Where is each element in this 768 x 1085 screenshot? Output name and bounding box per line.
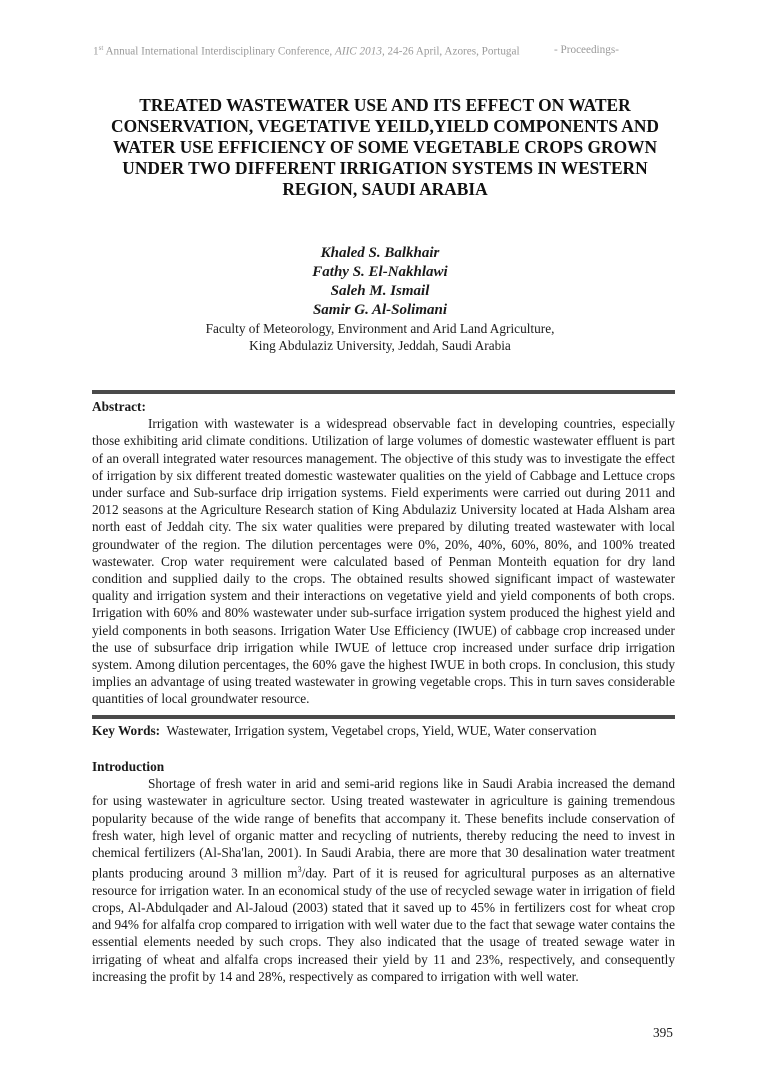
author-name: Saleh M. Ismail [330, 283, 430, 299]
introduction-section [92, 758, 675, 985]
author-block [150, 244, 610, 354]
intro-text-part-2: /day. Part of it is reused for agricultural purposes as an alternative resource for irrigation water. In an economical study of the use of recycled sewage water in irrigation of field crops, Al-Abdulqader and Al-Jaloud (2003) stated that it saved up to 45% in fertilizers cost for wheat crop and 94% for alfalfa crop compared to irrigation with well water due to the fact that sewage water contains the essential elements needed by such crops. They also indicated that the usage of treated sewage water in irrigating of wheat and alfalfa crops increased their yield by 11 and 23%, respectively, and consequently increasing the profit by 14 and 28%, respectively as compared to irrigation with well water. [92, 865, 675, 984]
keywords [92, 723, 675, 739]
header-conf-abbrev: AIIC 2013 [335, 45, 382, 58]
author-name: Khaled S. Balkhair [320, 245, 440, 261]
affiliation-line-2: King Abdulaziz University, Jeddah, Saudi Arabia [249, 338, 511, 353]
running-header [93, 44, 693, 58]
author-name: Fathy S. El-Nakhlawi [312, 264, 448, 280]
abstract-heading: Abstract: [92, 399, 146, 414]
keywords-text: Wastewater, Irrigation system, Vegetabel crops, Yield, WUE, Water conservation [166, 723, 597, 738]
intro-text-part-1: Shortage of fresh water in arid and semi-arid regions like in Saudi Arabia increased the demand for using wastewater in agriculture sector. Using treated wastewater in agriculture is gaining tremendous popularity because of the wide range of benefits that accompany it. These benefits include conservation of fresh water, high level of organic matter and recycling of nutrients, thereby reducing the need to invest in chemical fertilizers (Al-Sha'lan, 2001). In Saudi Arabia, there are more that 30 desalination water treatment plants producing around 3 million m [92, 776, 675, 881]
introduction-heading: Introduction [92, 759, 165, 774]
page-number: 395 [653, 1025, 673, 1040]
author-name: Samir G. Al-Solimani [312, 302, 448, 318]
unit-exponent: 3 [297, 865, 302, 875]
header-text-after: , 24-26 April, Azores, Portugal [381, 45, 520, 58]
affiliation-line-1: Faculty of Meteorology, Environment and Arid Land Agriculture, [205, 321, 555, 336]
abstract-text: Irrigation with wastewater is a widespread observable fact in developing countries, especially those exhibiting arid climate conditions. Utilization of large volumes of domestic wastewater effluent is part of an overall integrated water resources management. The objective of this study was to investigate the effect of irrigation by six different treated domestic wastewater qualities on the yield of Cabbage and Lettuce crops under surface and Sub-surface drip irrigation systems. Field experiments were carried out during 2011 and 2012 seasons at the Agriculture Research station of King Abdulaziz University located at Hada Alsham area north east of Jeddah city. The six water qualities were prepared by diluting treated wastewater with local groundwater of the region. The dilution percentages were 0%, 20%, 40%, 60%, 80%, and 100% treated wastewater. Crop water requirement were calculated based of Penman Monteith equation for dry land condition and supplied daily to the crops. The obtained results showed significant impact of wastewater quality and irrigation system and their interactions on vegetative yield and yield components of both crops. Irrigation with 60% and 80% wastewater under sub-surface irrigation system produced the highest yield and yield components in both seasons. Irrigation Water Use Efficiency (IWUE) of cabbage crop increased under the use of subsurface drip irrigation while IWUE of lettuce crop increased under surface drip irrigation system. Among dilution percentages, the 60% gave the highest IWUE in both crops. In conclusion, this study implies an advantage of using treated wastewater in growing vegetable crops. This in turn saves considerable quantities of local groundwater resource. [92, 416, 675, 707]
header-text-before: Annual International Interdisciplinary Conference, [103, 45, 336, 58]
abstract-section [92, 398, 675, 708]
keywords-label: Key Words: [92, 723, 161, 738]
paper-title: TREATED WASTEWATER USE AND ITS EFFECT ON WATER CONSERVATION, VEGETATIVE YEILD,YIELD COMPONENTS AND WATER USE EFFICIENCY OF SOME VEGETABLE CROPS GROWN UNDER TWO DIFFERENT IRRIGATION SYSTEMS IN WESTERN REGION, SAUDI ARABIA [111, 95, 659, 199]
introduction-text [92, 775, 675, 985]
abstract-top-rule [92, 390, 675, 394]
header-ordinal: 1 [93, 45, 99, 58]
header-ordinal-suffix: st [98, 44, 104, 52]
abstract-bottom-rule [92, 715, 675, 719]
header-proceedings: - Proceedings- [554, 44, 619, 56]
